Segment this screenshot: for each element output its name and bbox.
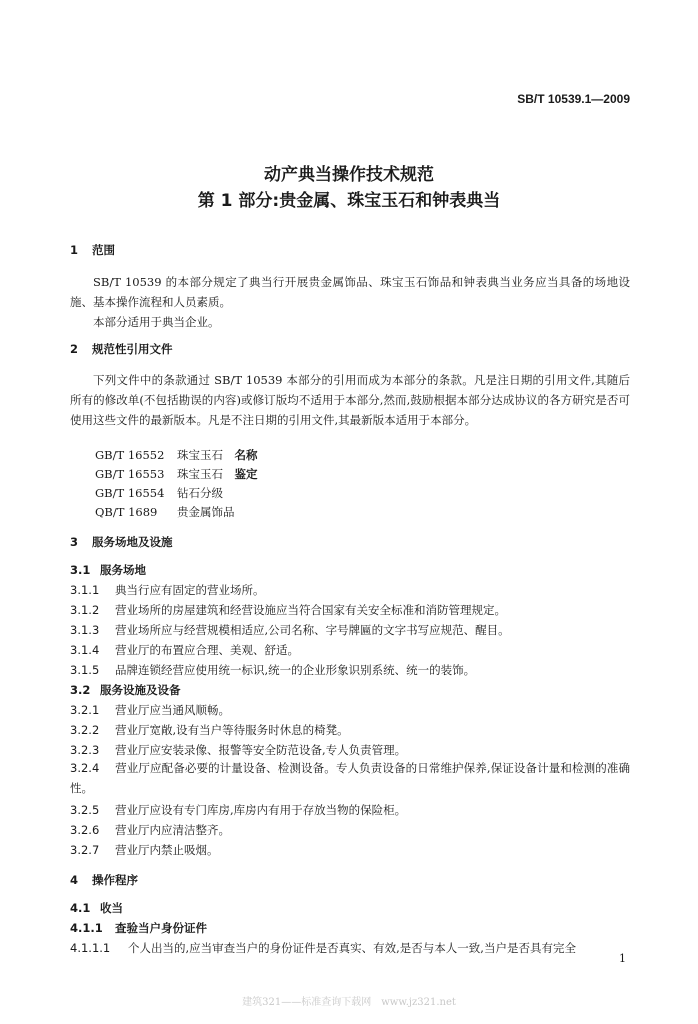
reference-code: GB/T 16553 [95,467,165,481]
standard-number: SB/T 10539.1—2009 [517,92,630,106]
section-1-applicability: 本部分适用于典当企业。 [93,315,220,329]
subsection-number: 4.1 [70,901,91,915]
reference-item [95,447,258,463]
section-4-heading [70,872,138,888]
subsection-title: 服务场地 [100,563,146,577]
clause-number: 3.2.3 [70,743,100,757]
clause-text: 营业厅应安装录像、报警等安全防范设备,专人负责管理。 [115,743,407,757]
reference-code: GB/T 16554 [95,486,165,500]
reference-item [95,466,258,482]
section-2-paragraph: 下列文件中的条款通过 SB/T 10539 本部分的引用而成为本部分的条款。凡是注日期的引用文件,其随后所有的修改单(不包括勘误的内容)或修订版均不适用于本部分,然而,鼓励根据本部分达成协议的各方研究是否可使用这些文件的最新版本。凡是不注日期的引用文件,其最新版本适用于本部分。 [70,373,630,427]
clause-number: 3.1.4 [70,643,100,657]
clause-3-1-3 [70,622,510,638]
page-number: 1 [619,952,626,965]
subsection-4-1 [70,900,123,916]
clause-4-1-1 [70,920,207,936]
clause-text: 营业场所应与经营规模相适应,公司名称、字号牌匾的文字书写应规范、醒目。 [115,623,510,637]
subsection-title: 服务设施及设备 [100,683,181,697]
section-title: 操作程序 [92,873,138,887]
subsection-title: 收当 [100,901,123,915]
clause-number: 3.2.6 [70,823,100,837]
clause-3-1-5 [70,662,475,678]
section-3-heading [70,534,173,550]
section-number: 3 [70,535,79,549]
section-2-heading [70,341,173,357]
clause-text: 营业厅应设有专门库房,库房内有用于存放当物的保险柜。 [115,803,407,817]
clause-text: 营业厅宽敞,设有当户等待服务时休息的椅凳。 [115,723,349,737]
clause-text: 营业厅内应清洁整齐。 [115,823,230,837]
reference-title: 珠宝玉石 [177,467,223,481]
reference-title: 贵金属饰品 [177,505,235,519]
clause-3-2-5 [70,802,406,818]
subsection-3-1 [70,562,146,578]
reference-title: 珠宝玉石 [177,448,223,462]
section-number: 2 [70,342,79,356]
reference-title-part: 名称 [234,448,258,462]
clause-3-2-6 [70,822,230,838]
clause-number: 3.1.5 [70,663,100,677]
watermark: 建筑321——标准查询下载网 www.jz321.net [242,997,456,1008]
clause-number: 3.1.3 [70,623,100,637]
clause-text: 营业厅的布置应合理、美观、舒适。 [115,643,299,657]
clause-text: 查验当户身份证件 [115,921,207,935]
section-title: 服务场地及设施 [92,535,173,549]
clause-number: 3.1.2 [70,603,100,617]
clause-number: 3.2.2 [70,723,100,737]
clause-3-1-1 [70,582,265,598]
subsection-number: 3.2 [70,683,91,697]
clause-4-1-1-1 [70,940,576,956]
clause-number: 3.2.1 [70,703,100,717]
clause-3-2-1 [70,702,230,718]
clause-number: 3.1.1 [70,583,100,597]
subsection-number: 3.1 [70,563,91,577]
reference-title-part: 鉴定 [234,467,258,481]
section-title: 规范性引用文件 [92,342,173,356]
document-subtitle: 第 1 部分:贵金属、珠宝玉石和钟表典当 [197,191,501,211]
clause-text: 营业厅内禁止吸烟。 [115,843,219,857]
section-1-paragraph: SB/T 10539 的本部分规定了典当行开展贵金属饰品、珠宝玉石饰品和钟表典当业务应当具备的场地设施、基本操作流程和人员素质。 [70,275,630,309]
clause-number: 3.2.5 [70,803,100,817]
clause-3-2-3 [70,742,406,758]
reference-code: QB/T 1689 [95,505,158,519]
clause-3-2-2 [70,722,349,738]
reference-item [95,504,235,520]
document-title: 动产典当操作技术规范 [264,165,434,185]
clause-text: 品牌连锁经营应使用统一标识,统一的企业形象识别系统、统一的装饰。 [115,663,476,677]
reference-code: GB/T 16552 [95,448,165,462]
reference-item [95,485,223,501]
clause-number: 3.2.7 [70,843,100,857]
clause-text: 典当行应有固定的营业场所。 [115,583,265,597]
clause-text: 个人出当的,应当审查当户的身份证件是否真实、有效,是否与本人一致,当户是否具有完全 [128,941,576,955]
clause-number: 4.1.1.1 [70,941,111,955]
clause-3-2-7 [70,842,219,858]
clause-text: 营业厅应配备必要的计量设备、检测设备。专人负责设备的日常维护保养,保证设备计量和检测的准确性。 [70,761,630,795]
section-title: 范围 [92,243,115,257]
clause-3-1-4 [70,642,299,658]
subsection-3-2 [70,682,181,698]
clause-3-2-4 [70,758,630,798]
section-number: 1 [70,243,79,257]
clause-3-1-2 [70,602,506,618]
reference-title: 钻石分级 [177,486,223,500]
clause-number: 3.2.4 [70,761,100,775]
clause-text: 营业厅应当通风顺畅。 [115,703,230,717]
section-1-heading [70,242,115,258]
clause-text: 营业场所的房屋建筑和经营设施应当符合国家有关安全标准和消防管理规定。 [115,603,506,617]
clause-number: 4.1.1 [70,921,103,935]
section-number: 4 [70,873,79,887]
